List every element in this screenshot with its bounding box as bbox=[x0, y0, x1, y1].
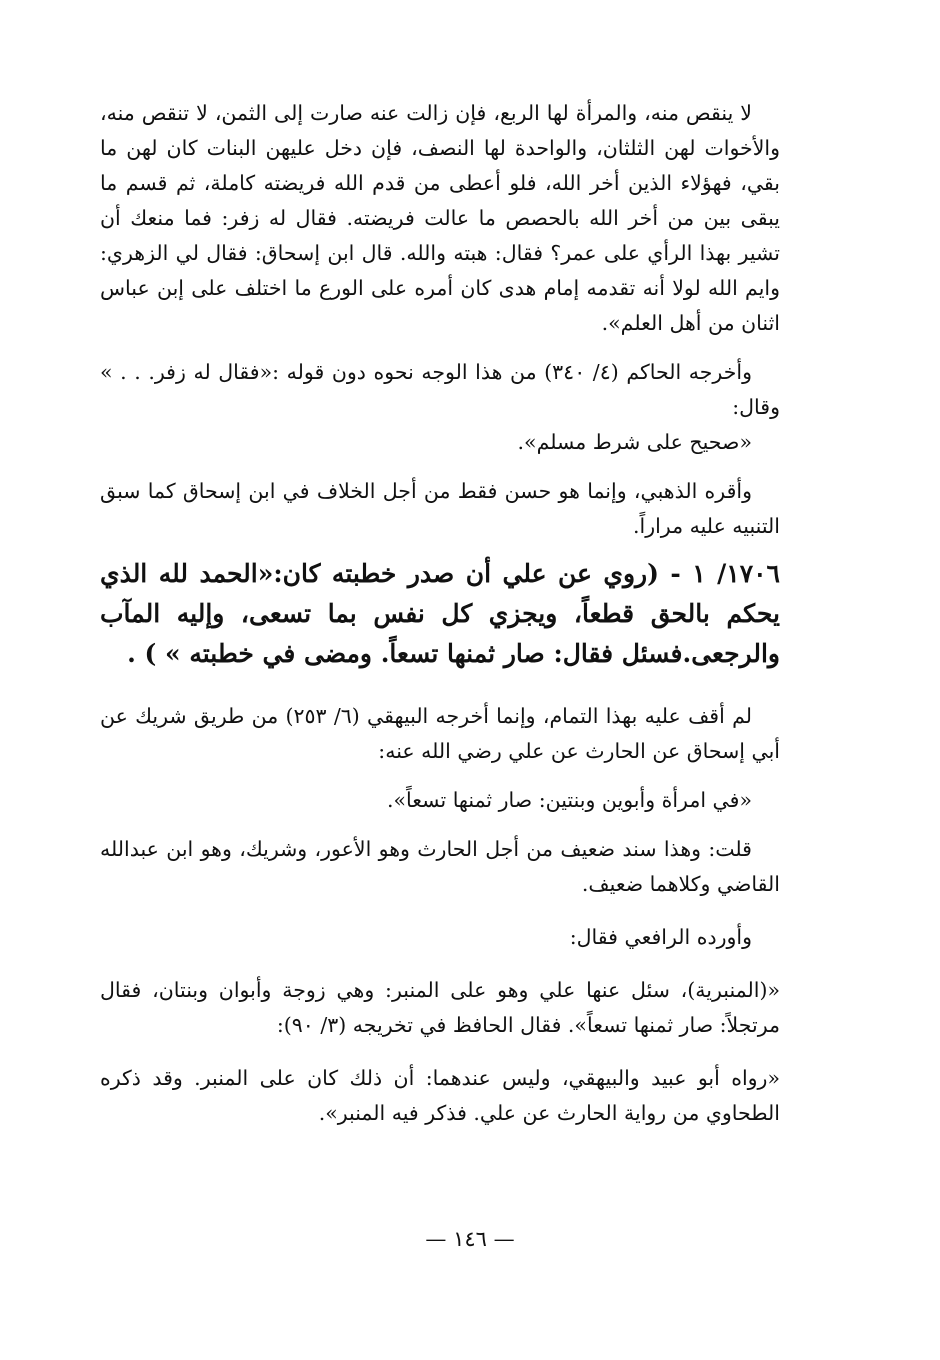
quote-abu-ubayd: «رواه أبو عبيد والبيهقي، وليس عندهما: أن ذلك كان على المنبر. وقد ذكره الطحاوي من رواية الحارث عن علي. فذكر فيه المنبر». bbox=[100, 1066, 780, 1125]
page-number: — ١٤٦ — bbox=[425, 1227, 515, 1251]
quote-imraah: «في امرأة وأبوين وبنتين: صار ثمنها تسعاً». bbox=[386, 788, 752, 812]
quote-sahih: «صحيح على شرط مسلم». bbox=[517, 430, 752, 454]
paragraph-hakim: وأخرجه الحاكم (٤/ ٣٤٠) من هذا الوجه نحوه دون قوله :«فقال له زفر. . . » وقال: bbox=[100, 360, 780, 419]
quote-minbariyya: «(المنبرية)، سئل عنها علي وهو على المنبر: وهي زوجة وأبوان وبنتان، فقال مرتجلاً: صار ثمنها تسعاً». فقال الحافظ في تخريجه (٣/ ٩٠): bbox=[100, 978, 780, 1037]
page-body bbox=[100, 96, 780, 1131]
paragraph-bayhaqi: لم أقف عليه بهذا التمام، وإنما أخرجه البيهقي (٦/ ٢٥٣) من طريق شريك عن أبي إسحاق عن الحارث عن علي رضي الله عنه: bbox=[100, 704, 780, 763]
hadith-1706: ١٧٠٦/ ١ - (روي عن علي أن صدر خطبته كان:«الحمد لله الذي يحكم بالحق قطعاً، ويجزي كل نفس بما تسعى، وإليه المآب والرجعى.فسئل فقال: صار ثمنها تسعاً. ومضى في خطبته » ) . bbox=[100, 559, 780, 668]
paragraph-dhahabi: وأقره الذهبي، وإنما هو حسن فقط من أجل الخلاف في ابن إسحاق كما سبق التنبيه عليه مراراً. bbox=[100, 479, 780, 538]
paragraph-continuation: لا ينقص منه، والمرأة لها الربع، فإن زالت عنه صارت إلى الثمن، لا تنقص منه، والأخوات لهن الثلثان، والواحدة لها النصف، فإن دخل عليهن البنات كان لهن ما بقي، فهؤلاء الذين أخر الله، فلو أعطى من قدم الله فريضته كاملة، ثم قسم ما يبقى بين من أخر الله بالحصص ما عالت فريضته. فقال له زفر: فما منعك أن تشير بهذا الرأي على عمر؟ فقال: هبته والله. قال ابن إسحاق: فقال لي الزهري: وايم الله لولا أنه تقدمه إمام هدى كان أمره على الورع ما اختلف على إبن عباس اثنان من أهل العلم». bbox=[100, 101, 780, 335]
paragraph-rafii: وأورده الرافعي فقال: bbox=[569, 925, 752, 949]
paragraph-qultu: قلت: وهذا سند ضعيف من أجل الحارث وهو الأعور، وشريك، وهو ابن عبدالله القاضي وكلاهما ضعيف. bbox=[100, 837, 780, 896]
